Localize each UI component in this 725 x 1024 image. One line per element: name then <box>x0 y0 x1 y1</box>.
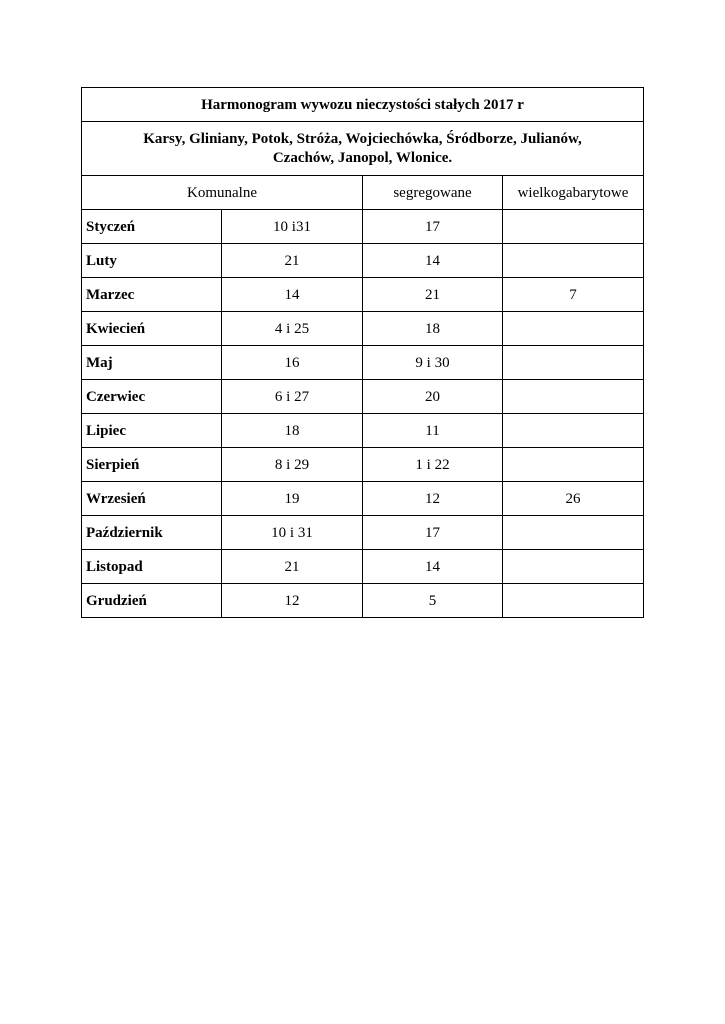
wielkogabarytowe-cell <box>503 516 644 550</box>
komunalne-cell: 21 <box>222 550 363 584</box>
komunalne-cell: 21 <box>222 244 363 278</box>
table-row <box>82 278 644 312</box>
komunalne-cell: 10 i 31 <box>222 516 363 550</box>
komunalne-cell: 4 i 25 <box>222 312 363 346</box>
komunalne-cell: 19 <box>222 482 363 516</box>
wielkogabarytowe-cell <box>503 380 644 414</box>
komunalne-cell: 8 i 29 <box>222 448 363 482</box>
segregowane-cell: 11 <box>363 414 503 448</box>
komunalne-cell: 6 i 27 <box>222 380 363 414</box>
column-header-row <box>82 176 644 210</box>
segregowane-cell: 9 i 30 <box>363 346 503 380</box>
villages-list <box>82 122 644 176</box>
segregowane-cell: 18 <box>363 312 503 346</box>
table-row <box>82 380 644 414</box>
segregowane-cell: 14 <box>363 244 503 278</box>
wielkogabarytowe-cell <box>503 448 644 482</box>
wielkogabarytowe-cell: 26 <box>503 482 644 516</box>
table-row <box>82 414 644 448</box>
month-cell: Listopad <box>82 550 222 584</box>
segregowane-cell: 14 <box>363 550 503 584</box>
wielkogabarytowe-cell <box>503 244 644 278</box>
villages-line-2: Czachów, Janopol, Wlonice. <box>272 149 453 166</box>
month-cell: Styczeń <box>82 210 222 244</box>
month-cell: Grudzień <box>82 584 222 618</box>
segregowane-cell: 20 <box>363 380 503 414</box>
segregowane-cell: 12 <box>363 482 503 516</box>
month-cell: Wrzesień <box>82 482 222 516</box>
header-wielkogabarytowe: wielkogabarytowe <box>503 176 644 210</box>
table-row <box>82 550 644 584</box>
document-title: Harmonogram wywozu nieczystości stałych 2017 r <box>82 88 644 122</box>
villages-row <box>82 122 644 176</box>
segregowane-cell: 17 <box>363 516 503 550</box>
wielkogabarytowe-cell <box>503 414 644 448</box>
schedule-table <box>81 87 644 618</box>
segregowane-cell: 1 i 22 <box>363 448 503 482</box>
segregowane-cell: 5 <box>363 584 503 618</box>
table-row <box>82 516 644 550</box>
wielkogabarytowe-cell <box>503 312 644 346</box>
month-cell: Luty <box>82 244 222 278</box>
segregowane-cell: 21 <box>363 278 503 312</box>
month-cell: Październik <box>82 516 222 550</box>
komunalne-cell: 16 <box>222 346 363 380</box>
header-komunalne: Komunalne <box>82 176 363 210</box>
wielkogabarytowe-cell <box>503 210 644 244</box>
komunalne-cell: 18 <box>222 414 363 448</box>
wielkogabarytowe-cell: 7 <box>503 278 644 312</box>
table-row <box>82 482 644 516</box>
wielkogabarytowe-cell <box>503 550 644 584</box>
table-row <box>82 346 644 380</box>
table-row <box>82 312 644 346</box>
komunalne-cell: 10 i31 <box>222 210 363 244</box>
table-row <box>82 244 644 278</box>
villages-line-1: Karsy, Gliniany, Potok, Stróża, Wojciechówka, Śródborze, Julianów, <box>143 130 582 147</box>
wielkogabarytowe-cell <box>503 346 644 380</box>
month-cell: Czerwiec <box>82 380 222 414</box>
month-cell: Marzec <box>82 278 222 312</box>
title-row <box>82 88 644 122</box>
month-cell: Kwiecień <box>82 312 222 346</box>
table-row <box>82 448 644 482</box>
table-row <box>82 584 644 618</box>
wielkogabarytowe-cell <box>503 584 644 618</box>
header-segregowane: segregowane <box>363 176 503 210</box>
komunalne-cell: 14 <box>222 278 363 312</box>
month-cell: Sierpień <box>82 448 222 482</box>
table-row <box>82 210 644 244</box>
month-cell: Maj <box>82 346 222 380</box>
month-cell: Lipiec <box>82 414 222 448</box>
segregowane-cell: 17 <box>363 210 503 244</box>
komunalne-cell: 12 <box>222 584 363 618</box>
